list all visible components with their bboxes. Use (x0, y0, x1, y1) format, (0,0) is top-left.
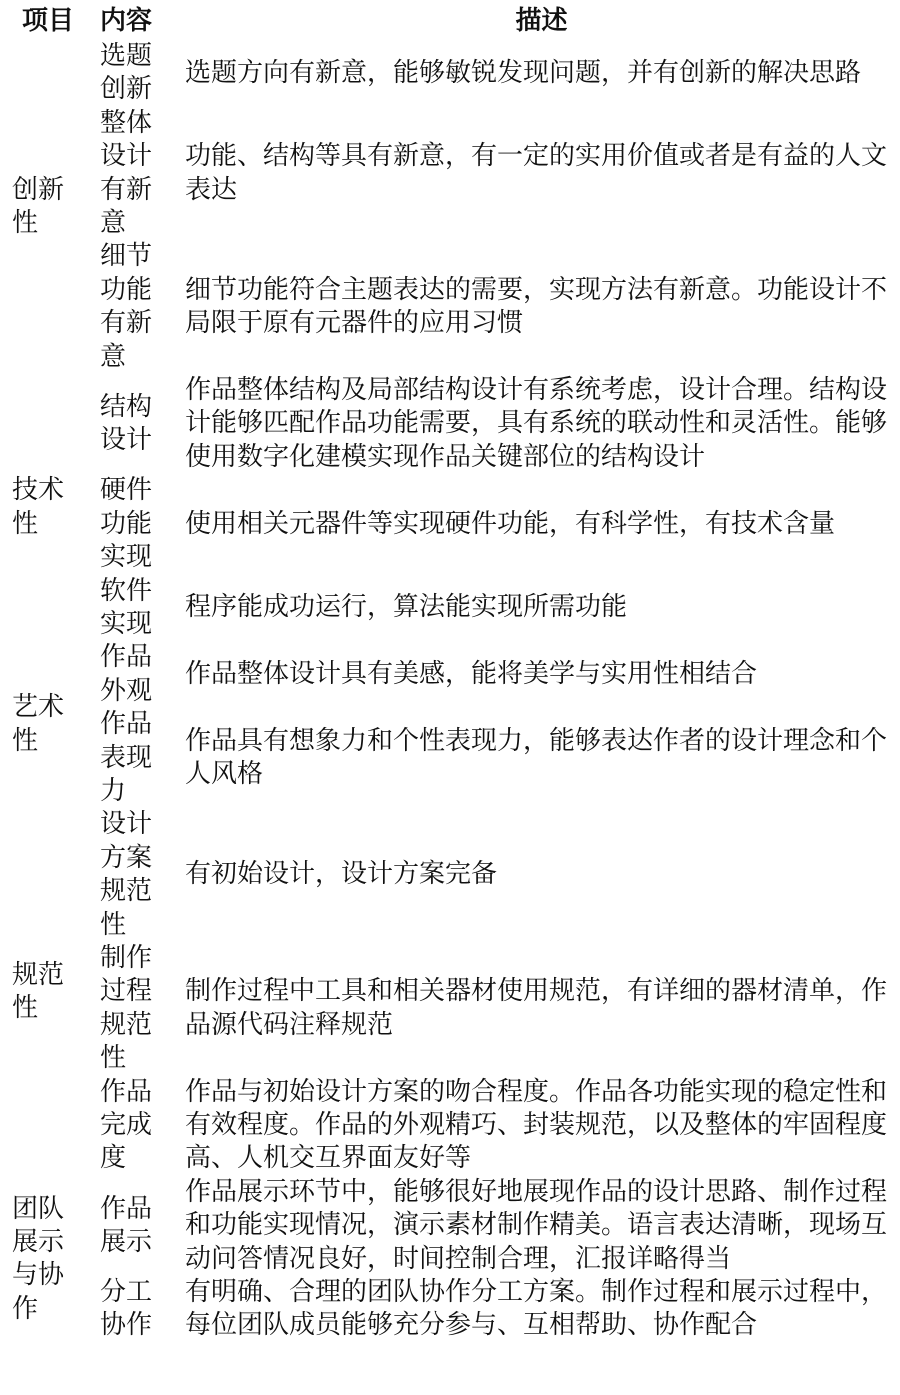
description-cell: 选题方向有新意，能够敏锐发现问题，并有创新的解决思路 (185, 57, 862, 88)
item-label: 软件 实现 (100, 575, 153, 639)
table-row (0, 1276, 900, 1343)
header-row (0, 4, 900, 40)
table-row (0, 708, 900, 808)
item-label: 作品 展示 (100, 1193, 153, 1257)
category-cell (0, 40, 88, 374)
item-cell (88, 1176, 173, 1276)
description-cell: 作品整体结构及局部结构设计有系统考虑，设计合理。结构设计能够匹配作品功能需要，具有系统的联动性和灵活性。能够使用数字化建模实现作品关键部位的结构设计 (185, 375, 888, 472)
category-label: 创新 性 (12, 174, 65, 239)
item-cell (88, 575, 173, 642)
category-cell (0, 374, 88, 641)
item-cell (88, 1076, 173, 1176)
item-cell (88, 374, 173, 474)
item-label: 分工 协作 (100, 1277, 153, 1341)
item-label: 选题 创新 (100, 41, 153, 105)
item-label: 结构 设计 (100, 391, 153, 456)
description-cell: 作品展示环节中，能够很好地展现作品的设计思路、制作过程和功能实现情况，演示素材制作精美。语言表达清晰，现场互动问答情况良好，时间控制合理，汇报详略得当 (185, 1176, 888, 1274)
item-cell (88, 1276, 173, 1343)
item-cell (88, 240, 173, 374)
item-label: 硬件 功能 实现 (100, 475, 153, 573)
description-cell: 制作过程中工具和相关器材使用规范，有详细的器材清单，作品源代码注释规范 (185, 976, 888, 1040)
item-cell (88, 107, 173, 241)
description-cell: 有初始设计，设计方案完备 (185, 859, 498, 890)
item-cell (88, 474, 173, 574)
table-row (0, 474, 900, 574)
description-cell: 程序能成功运行，算法能实现所需功能 (185, 592, 628, 623)
table-row (0, 374, 900, 474)
table-row (0, 942, 900, 1076)
table-row (0, 808, 900, 942)
category-label: 团队 展示 与协 作 (12, 1193, 65, 1324)
table-row (0, 107, 900, 241)
item-cell (88, 641, 173, 708)
category-cell (0, 808, 88, 1175)
category-cell (0, 1176, 88, 1343)
evaluation-criteria-table (0, 4, 900, 1343)
category-cell (0, 641, 88, 808)
description-cell: 有明确、合理的团队协作分工方案。制作过程和展示过程中，每位团队成员能够充分参与、互相帮助、协作配合 (185, 1277, 888, 1341)
header-description: 描述 (515, 6, 568, 37)
description-cell: 作品整体设计具有美感，能将美学与实用性相结合 (185, 659, 758, 690)
table-row (0, 575, 900, 642)
item-label: 制作 过程 规范 性 (100, 942, 153, 1074)
item-cell (88, 40, 173, 107)
table-row (0, 1176, 900, 1276)
item-cell (88, 942, 173, 1076)
category-label: 技术 性 (12, 475, 65, 539)
table-row (0, 240, 900, 374)
description-cell: 细节功能符合主题表达的需要，实现方法有新意。功能设计不局限于原有元器件的应用习惯 (185, 274, 888, 339)
item-label: 作品 外观 (100, 642, 153, 706)
table-row (0, 1076, 900, 1176)
description-cell: 功能、结构等具有新意，有一定的实用价值或者是有益的人文表达 (185, 141, 888, 205)
description-cell: 作品与初始设计方案的吻合程度。作品各功能实现的稳定性和有效程度。作品的外观精巧、封装规范，以及整体的牢固程度高、人机交互界面友好等 (185, 1076, 888, 1174)
category-label: 艺术 性 (12, 692, 65, 756)
item-label: 整体 设计 有新 意 (100, 107, 153, 239)
item-label: 设计 方案 规范 性 (100, 809, 153, 940)
header-category: 项目 (22, 6, 75, 37)
item-cell (88, 708, 173, 808)
table-row (0, 641, 900, 708)
category-label: 规范 性 (12, 959, 65, 1024)
header-item: 内容 (100, 6, 153, 37)
item-cell (88, 808, 173, 942)
item-label: 作品 表现 力 (100, 709, 153, 806)
description-cell: 作品具有想象力和个性表现力，能够表达作者的设计理念和个人风格 (185, 725, 888, 790)
table-row (0, 40, 900, 107)
description-cell: 使用相关元器件等实现硬件功能，有科学性，有技术含量 (185, 508, 836, 539)
item-label: 作品 完成 度 (100, 1076, 153, 1174)
item-label: 细节 功能 有新 意 (100, 241, 153, 372)
